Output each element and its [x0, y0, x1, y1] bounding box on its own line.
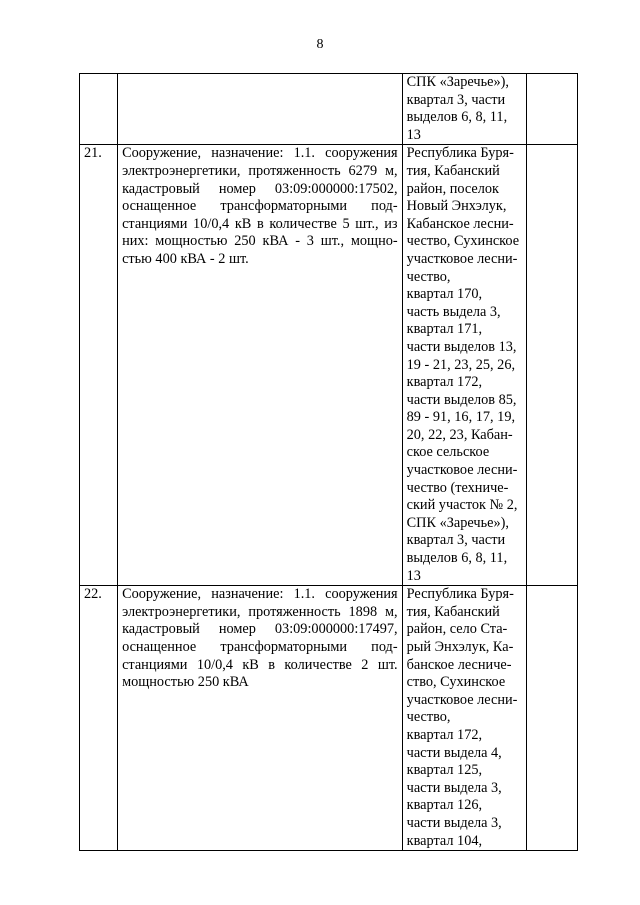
table-row	[80, 74, 578, 145]
row-number-cell	[80, 586, 118, 851]
description-line: станциями 10/0,4 кВ в количестве 5 шт., из	[122, 215, 398, 232]
table-row	[80, 145, 578, 586]
page-number: 8	[316, 37, 324, 52]
location-line: 13	[406, 567, 421, 584]
location-line: ство, Сухинское	[406, 674, 506, 691]
description-line: Сооружение, назначение: 1.1. сооружения	[122, 145, 398, 162]
location-line: выделов 6, 8, 11,	[406, 109, 508, 126]
location-line: 89 - 91, 16, 17, 19,	[406, 409, 516, 426]
description-line: оснащенное трансформаторными под-	[122, 198, 398, 215]
location-line: квартал 171,	[406, 321, 483, 338]
location-line: квартал 170,	[406, 286, 483, 303]
location-line: 19 - 21, 23, 25, 26,	[406, 356, 516, 373]
description-line: кадастровый номер 03:09:000000:17497,	[122, 621, 398, 638]
row-number-cell	[80, 74, 118, 145]
location-cell	[402, 145, 526, 586]
location-line: квартал 172,	[406, 374, 483, 391]
description-cell	[118, 586, 403, 851]
location-line: участковое лесни-	[406, 462, 518, 479]
location-line: части выделов 13,	[406, 338, 517, 355]
location-line: район, село Ста-	[406, 621, 508, 638]
location-line: чество,	[406, 268, 451, 285]
description-line: мощностью 250 кВА	[122, 674, 249, 691]
register-table	[79, 73, 578, 851]
location-line: тия, Кабанский	[406, 603, 500, 620]
location-line: выделов 6, 8, 11,	[406, 550, 508, 567]
location-line: квартал 125,	[406, 762, 483, 779]
row-number: 22.	[84, 586, 102, 603]
description-line: электроэнергетики, протяженность 6279 м,	[122, 162, 398, 179]
location-line: Новый Энхэлук,	[406, 198, 507, 215]
table-body	[80, 74, 578, 851]
description-cell	[118, 74, 403, 145]
location-line: Республика Буря-	[406, 586, 514, 603]
description-line: станциями 10/0,4 кВ в количестве 2 шт.	[122, 656, 398, 673]
location-line: чество (техниче-	[406, 479, 509, 496]
description-line: стью 400 кВА - 2 шт.	[122, 250, 249, 267]
location-line: квартал 172,	[406, 726, 483, 743]
location-line: 20, 22, 23, Кабан-	[406, 426, 513, 443]
location-line: район, поселок	[406, 180, 499, 197]
empty-cell	[526, 586, 577, 851]
empty-cell	[526, 145, 577, 586]
location-line: ский участок № 2,	[406, 497, 518, 514]
location-line: части выделов 85,	[406, 391, 517, 408]
location-line: участковое лесни-	[406, 691, 518, 708]
location-line: СПК «Заречье»),	[406, 74, 509, 90]
table-row	[80, 586, 578, 851]
location-line: квартал 3, части	[406, 91, 506, 108]
row-number: 21.	[84, 145, 102, 162]
location-line: чество, Сухинское	[406, 233, 520, 250]
description-line: них: мощностью 250 кВА - 3 шт., мощно-	[122, 233, 398, 250]
location-line: части выдела 4,	[406, 744, 502, 761]
description-line: кадастровый номер 03:09:000000:17502,	[122, 180, 398, 197]
location-cell	[402, 586, 526, 851]
location-line: банское лесниче-	[406, 656, 512, 673]
location-line: чество,	[406, 709, 451, 726]
location-line: часть выдела 3,	[406, 303, 501, 320]
row-number-cell	[80, 145, 118, 586]
location-line: тия, Кабанский	[406, 162, 500, 179]
location-line: 13	[406, 126, 421, 143]
location-line: части выдела 3,	[406, 814, 502, 831]
description-line: оснащенное трансформаторными под-	[122, 639, 398, 655]
location-cell	[402, 74, 526, 145]
empty-cell	[526, 74, 577, 145]
location-line: Республика Буря-	[406, 145, 514, 162]
description-line: Сооружение, назначение: 1.1. сооружения	[122, 586, 398, 603]
description-cell	[118, 145, 403, 586]
location-line: квартал 104,	[406, 832, 483, 849]
description-line: электроэнергетики, протяженность 1898 м,	[122, 603, 398, 620]
location-line: СПК «Заречье»),	[406, 514, 509, 531]
location-line: части выдела 3,	[406, 779, 502, 796]
location-line: квартал 126,	[406, 797, 483, 814]
location-line: квартал 3, части	[406, 532, 506, 549]
location-line: Кабанское лесни-	[406, 215, 514, 232]
location-line: участковое лесни-	[406, 250, 518, 267]
location-line: ское сельское	[406, 444, 490, 461]
location-line: рый Энхэлук, Ка-	[406, 639, 514, 655]
